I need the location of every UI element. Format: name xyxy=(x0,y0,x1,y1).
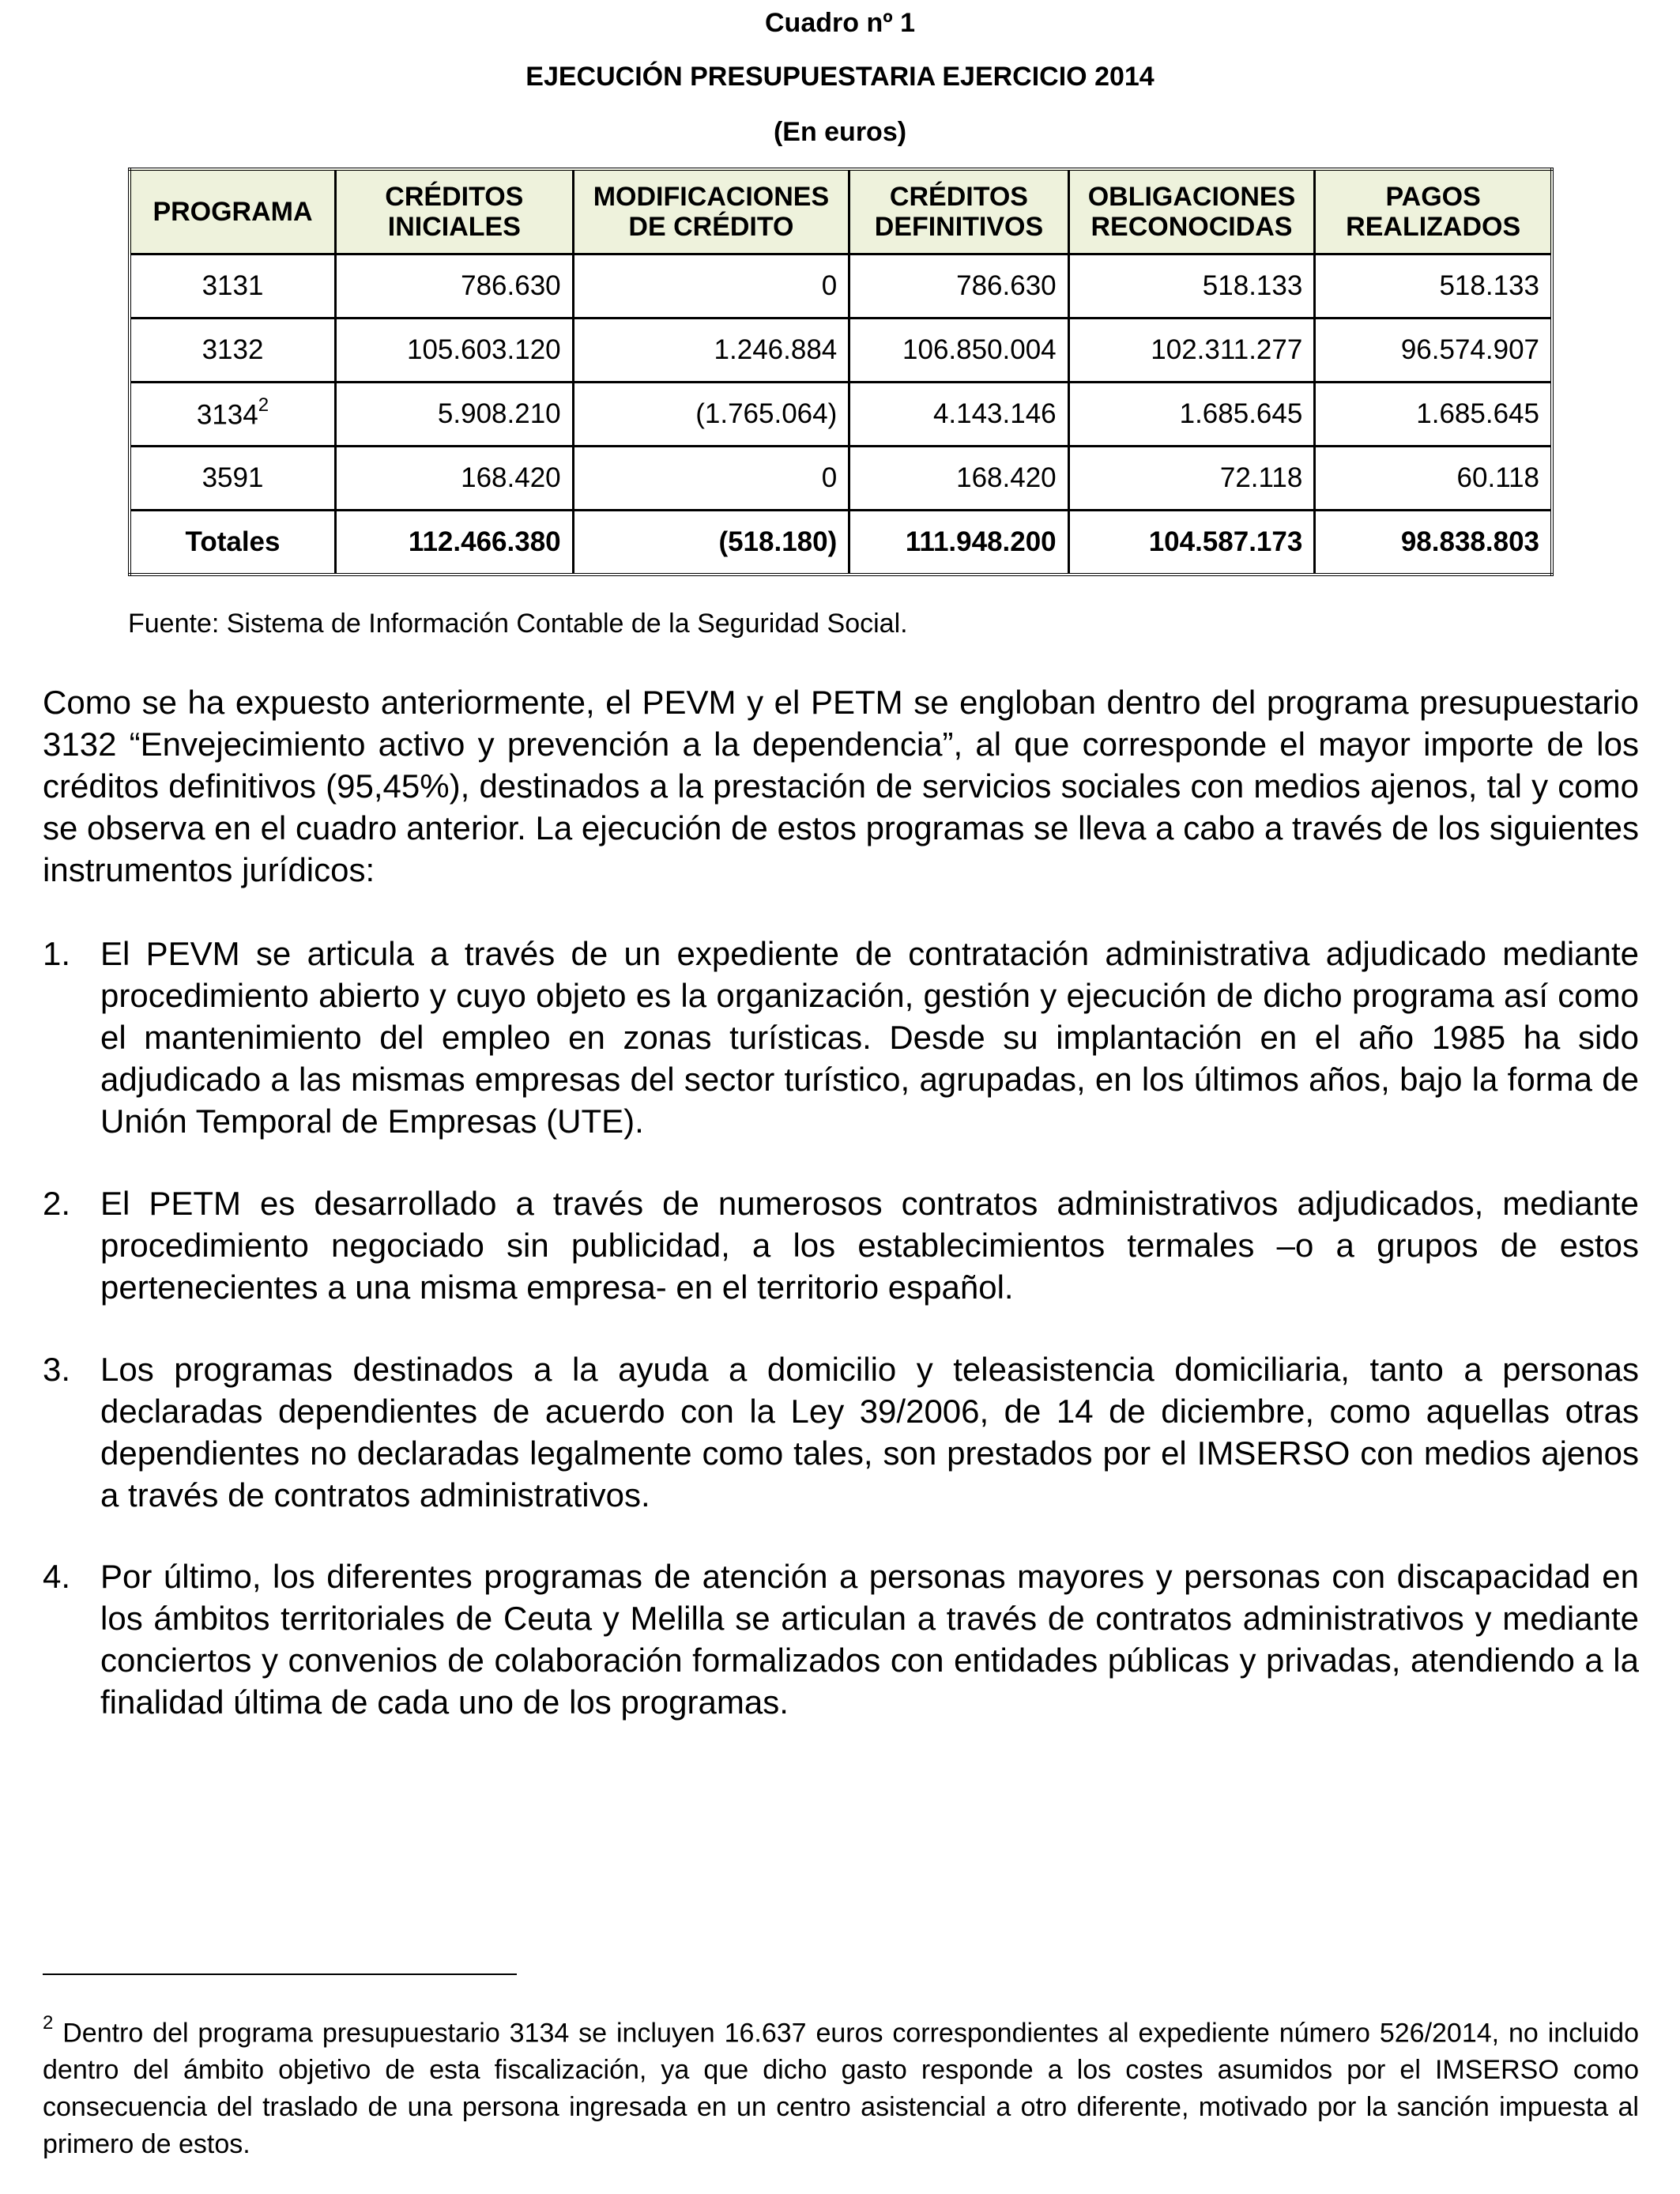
cell-totales-label: Totales xyxy=(130,511,336,575)
header-creditos-definitivos: CRÉDITOS DEFINITIVOS xyxy=(849,169,1068,254)
cell-total-pagos: 98.838.803 xyxy=(1315,511,1552,575)
cell-pagos: 96.574.907 xyxy=(1315,319,1552,383)
cell-definitivos: 4.143.146 xyxy=(849,383,1068,447)
cell-programa: 3131 xyxy=(130,254,336,319)
cell-modificaciones: (1.765.064) xyxy=(573,383,849,447)
cell-obligaciones: 102.311.277 xyxy=(1068,319,1315,383)
cell-modificaciones: 1.246.884 xyxy=(573,319,849,383)
cell-obligaciones: 518.133 xyxy=(1068,254,1315,319)
cell-iniciales: 105.603.120 xyxy=(336,319,574,383)
footnote xyxy=(43,2007,1639,2163)
cell-definitivos: 168.420 xyxy=(849,447,1068,511)
cell-total-obligaciones: 104.587.173 xyxy=(1068,511,1315,575)
list-item-text: Por último, los diferentes programas de atención a personas mayores y personas con discapacidad en los ámbitos territoriales de Ceuta y Melilla se articulan a través de contratos administrativos y mediante conciertos y convenios de colaboración formalizados con entidades públicas y privadas, atendiendo a la finalidad última de cada uno de los programas. xyxy=(100,1558,1639,1721)
cell-modificaciones: 0 xyxy=(573,447,849,511)
header-programa: PROGRAMA xyxy=(130,169,336,254)
footnote-text: Dentro del programa presupuestario 3134 se incluyen 16.637 euros correspondientes al expediente número 526/2014, no incluido dentro del ámbito objetivo de esta fiscalización, ya que dicho gasto responde a los costes asumidos por el IMSERSO como consecuencia del traslado de una persona ingresada en un centro asistencial a otro diferente, motivado por la sanción impuesta al primero de estos. xyxy=(43,2018,1639,2160)
cell-programa: 3134$^2$ xyxy=(130,383,336,447)
header-obligaciones: OBLIGACIONES RECONOCIDAS xyxy=(1068,169,1315,254)
cell-total-definitivos: 111.948.200 xyxy=(849,511,1068,575)
header-pagos: PAGOS REALIZADOS xyxy=(1315,169,1552,254)
intro-paragraph: Como se ha expuesto anteriormente, el PEVM y el PETM se engloban dentro del programa presupuestario 3132 “Envejecimiento activo y prevención a la dependencia”, al que corresponde el mayor importe de los créditos definitivos (95,45%), destinados a la prestación de servicios sociales con medios ajenos, tal y como se observa en el cuadro anterior. La ejecución de estos programas se lleva a cabo a través de los siguientes instrumentos jurídicos: xyxy=(43,684,1639,888)
cell-programa: 3132 xyxy=(130,319,336,383)
cell-definitivos: 786.630 xyxy=(849,254,1068,319)
cell-obligaciones: 1.685.645 xyxy=(1068,383,1315,447)
cell-pagos: 60.118 xyxy=(1315,447,1552,511)
cell-total-modificaciones: (518.180) xyxy=(573,511,849,575)
cell-pagos: 1.685.645 xyxy=(1315,383,1552,447)
table-row xyxy=(130,254,1552,319)
footnote-mark: 2 xyxy=(43,2012,54,2034)
list-item-number: 2. xyxy=(43,1185,71,1222)
list-item xyxy=(43,933,1639,1142)
list-item xyxy=(43,1182,1639,1308)
list-item-number: 4. xyxy=(43,1558,71,1595)
header-creditos-iniciales: CRÉDITOS INICIALES xyxy=(336,169,574,254)
list-item xyxy=(43,1348,1639,1516)
cell-total-iniciales: 112.466.380 xyxy=(336,511,574,575)
cell-definitivos: 106.850.004 xyxy=(849,319,1068,383)
list-item-text: Los programas destinados a la ayuda a domicilio y teleasistencia domiciliaria, tanto a personas declaradas dependientes de acuerdo con la Ley 39/2006, de 14 de diciembre, como aquellas otras dependientes no declaradas legalmente como tales, son prestados por el IMSERSO con medios ajenos a través de contratos administrativos. xyxy=(100,1351,1639,1514)
header-modificaciones: MODIFICACIONES DE CRÉDITO xyxy=(573,169,849,254)
cell-iniciales: 5.908.210 xyxy=(336,383,574,447)
cell-obligaciones: 72.118 xyxy=(1068,447,1315,511)
cell-pagos: 518.133 xyxy=(1315,254,1552,319)
list-item-text: El PETM es desarrollado a través de numerosos contratos administrativos adjudicados, mediante procedimiento negociado sin publicidad, a los establecimientos termales –o a grupos de estos pertenecientes a una misma empresa- en el territorio español. xyxy=(100,1185,1639,1306)
cell-programa: 3591 xyxy=(130,447,336,511)
table-caption-unit: (En euros) xyxy=(773,117,907,147)
table-row xyxy=(130,383,1552,447)
footnote-separator xyxy=(43,1973,517,1975)
table-caption-number: Cuadro nº 1 xyxy=(765,8,915,38)
table-row xyxy=(130,319,1552,383)
footnote-reference: 2 xyxy=(258,394,269,416)
cell-modificaciones: 0 xyxy=(573,254,849,319)
budget-table xyxy=(128,168,1554,576)
table-caption-title: EJECUCIÓN PRESUPUESTARIA EJERCICIO 2014 xyxy=(525,62,1155,92)
table-row xyxy=(130,447,1552,511)
cell-iniciales: 786.630 xyxy=(336,254,574,319)
cell-iniciales: 168.420 xyxy=(336,447,574,511)
list-item-number: 1. xyxy=(43,935,71,972)
list-item xyxy=(43,1555,1639,1723)
table-totals-row xyxy=(130,511,1552,575)
list-item-number: 3. xyxy=(43,1351,71,1388)
list-item-text: El PEVM se articula a través de un expediente de contratación administrativa adjudicado mediante procedimiento abierto y cuyo objeto es la organización, gestión y ejecución de dicho programa así como el mantenimiento del empleo en zonas turísticas. Desde su implantación en el año 1985 ha sido adjudicado a las mismas empresas del sector turístico, agrupadas, en los últimos años, bajo la forma de Unión Temporal de Empresas (UTE). xyxy=(100,935,1639,1140)
table-header-row xyxy=(130,169,1552,254)
table-source: Fuente: Sistema de Información Contable de la Seguridad Social. xyxy=(128,609,908,639)
